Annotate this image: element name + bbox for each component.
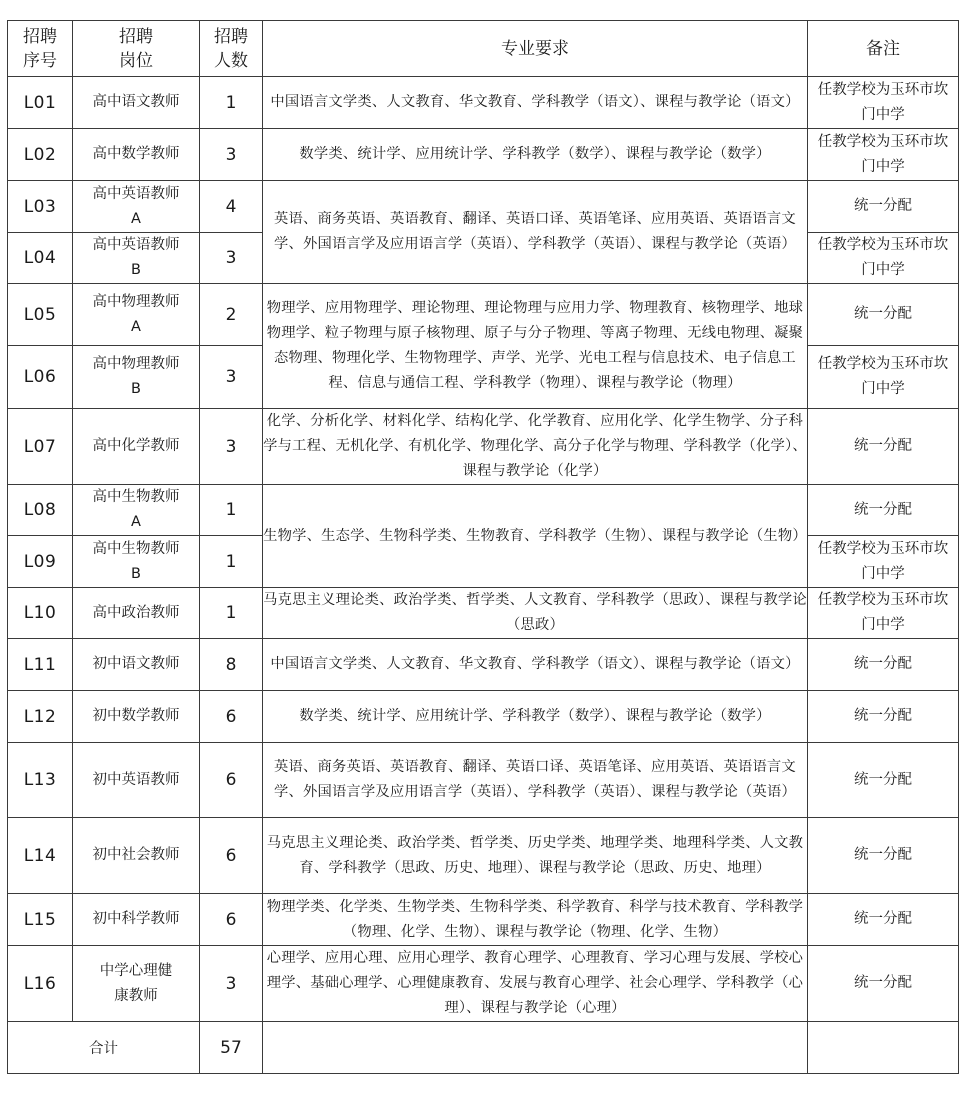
row-code: L01 [8, 77, 73, 129]
row-count: 6 [200, 743, 263, 818]
row-note: 统一分配 [808, 818, 959, 894]
row-major: 化学、分析化学、材料化学、结构化学、化学教育、应用化学、化学生物学、分子科学与工程、无机化学、有机化学、物理化学、高分子化学与物理、学科教学（化学）、课程与教学论（化学） [263, 409, 808, 485]
row-note: 统一分配 [808, 691, 959, 743]
row-count: 6 [200, 691, 263, 743]
row-code: L04 [8, 233, 73, 284]
header-row [8, 21, 959, 77]
total-count: 57 [200, 1022, 263, 1074]
row-post: 高中生物教师 A [73, 485, 200, 536]
row-post: 初中社会教师 [73, 818, 200, 894]
row-count: 3 [200, 233, 263, 284]
header-code: 招聘 序号 [8, 21, 73, 77]
row-major: 物理学、应用物理学、理论物理、理论物理与应用力学、物理教育、核物理学、地球物理学、粒子物理与原子核物理、原子与分子物理、等离子物理、无线电物理、凝聚态物理、物理化学、生物物理学、声学、光学、光电工程与信息技术、电子信息工程、信息与通信工程、学科教学（物理）、课程与教学论（物理） [263, 284, 808, 409]
row-note: 统一分配 [808, 894, 959, 946]
table-row [8, 894, 959, 946]
table-row [8, 639, 959, 691]
table-row [8, 284, 959, 346]
recruitment-table [7, 20, 959, 1074]
row-code: L12 [8, 691, 73, 743]
row-count: 1 [200, 536, 263, 588]
total-note [808, 1022, 959, 1074]
row-post: 初中语文教师 [73, 639, 200, 691]
row-note: 任教学校为玉环市坎门中学 [808, 129, 959, 181]
table-row [8, 409, 959, 485]
row-post: 高中化学教师 [73, 409, 200, 485]
row-count: 3 [200, 946, 263, 1022]
row-major: 数学类、统计学、应用统计学、学科教学（数学）、课程与教学论（数学） [263, 129, 808, 181]
row-post: 初中数学教师 [73, 691, 200, 743]
row-post: 高中政治教师 [73, 588, 200, 639]
row-note: 统一分配 [808, 743, 959, 818]
row-post: 高中数学教师 [73, 129, 200, 181]
row-major: 英语、商务英语、英语教育、翻译、英语口译、英语笔译、应用英语、英语语言文学、外国语言学及应用语言学（英语）、学科教学（英语）、课程与教学论（英语） [263, 181, 808, 284]
row-note: 任教学校为玉环市坎门中学 [808, 346, 959, 409]
row-count: 2 [200, 284, 263, 346]
row-post: 初中英语教师 [73, 743, 200, 818]
row-count: 1 [200, 485, 263, 536]
row-post: 高中物理教师 A [73, 284, 200, 346]
row-count: 6 [200, 894, 263, 946]
row-note: 统一分配 [808, 409, 959, 485]
header-note: 备注 [808, 21, 959, 77]
total-label: 合计 [8, 1022, 200, 1074]
row-note: 统一分配 [808, 485, 959, 536]
row-note: 任教学校为玉环市坎门中学 [808, 77, 959, 129]
row-post: 高中英语教师 A [73, 181, 200, 233]
row-count: 3 [200, 346, 263, 409]
row-count: 3 [200, 409, 263, 485]
header-count: 招聘 人数 [200, 21, 263, 77]
row-major: 英语、商务英语、英语教育、翻译、英语口译、英语笔译、应用英语、英语语言文学、外国语言学及应用语言学（英语）、学科教学（英语）、课程与教学论（英语） [263, 743, 808, 818]
row-code: L10 [8, 588, 73, 639]
table-row [8, 485, 959, 536]
row-count: 4 [200, 181, 263, 233]
row-major: 马克思主义理论类、政治学类、哲学类、人文教育、学科教学（思政）、课程与教学论（思政） [263, 588, 808, 639]
row-post: 高中生物教师 B [73, 536, 200, 588]
total-major [263, 1022, 808, 1074]
row-major: 物理学类、化学类、生物学类、生物科学类、科学教育、科学与技术教育、学科教学（物理、化学、生物）、课程与教学论（物理、化学、生物） [263, 894, 808, 946]
row-count: 3 [200, 129, 263, 181]
row-note: 统一分配 [808, 181, 959, 233]
row-code: L02 [8, 129, 73, 181]
row-major: 中国语言文学类、人文教育、华文教育、学科教学（语文）、课程与教学论（语文） [263, 77, 808, 129]
row-post: 中学心理健康教师 [73, 946, 200, 1022]
row-major: 心理学、应用心理、应用心理学、教育心理学、心理教育、学习心理与发展、学校心理学、基础心理学、心理健康教育、发展与教育心理学、社会心理学、学科教学（心理）、课程与教学论（心理） [263, 946, 808, 1022]
row-note: 任教学校为玉环市坎门中学 [808, 536, 959, 588]
row-code: L03 [8, 181, 73, 233]
table-row [8, 77, 959, 129]
row-post: 初中科学教师 [73, 894, 200, 946]
row-code: L06 [8, 346, 73, 409]
row-code: L13 [8, 743, 73, 818]
table-row [8, 129, 959, 181]
row-post: 高中物理教师 B [73, 346, 200, 409]
row-note: 任教学校为玉环市坎门中学 [808, 588, 959, 639]
row-code: L05 [8, 284, 73, 346]
row-count: 1 [200, 588, 263, 639]
row-code: L11 [8, 639, 73, 691]
table-row [8, 181, 959, 233]
row-note: 统一分配 [808, 946, 959, 1022]
row-note: 统一分配 [808, 639, 959, 691]
row-code: L14 [8, 818, 73, 894]
row-code: L09 [8, 536, 73, 588]
row-major: 生物学、生态学、生物科学类、生物教育、学科教学（生物）、课程与教学论（生物） [263, 485, 808, 588]
row-note: 统一分配 [808, 284, 959, 346]
row-code: L08 [8, 485, 73, 536]
total-row [8, 1022, 959, 1074]
row-major: 马克思主义理论类、政治学类、哲学类、历史学类、地理学类、地理科学类、人文教育、学科教学（思政、历史、地理）、课程与教学论（思政、历史、地理） [263, 818, 808, 894]
row-note: 任教学校为玉环市坎门中学 [808, 233, 959, 284]
row-count: 8 [200, 639, 263, 691]
row-count: 1 [200, 77, 263, 129]
row-major: 中国语言文学类、人文教育、华文教育、学科教学（语文）、课程与教学论（语文） [263, 639, 808, 691]
header-post: 招聘 岗位 [73, 21, 200, 77]
row-post: 高中英语教师 B [73, 233, 200, 284]
row-code: L16 [8, 946, 73, 1022]
row-count: 6 [200, 818, 263, 894]
table-row [8, 588, 959, 639]
row-major: 数学类、统计学、应用统计学、学科教学（数学）、课程与教学论（数学） [263, 691, 808, 743]
row-code: L15 [8, 894, 73, 946]
table-row [8, 946, 959, 1022]
header-major: 专业要求 [263, 21, 808, 77]
row-post: 高中语文教师 [73, 77, 200, 129]
table-row [8, 691, 959, 743]
table-row [8, 743, 959, 818]
row-code: L07 [8, 409, 73, 485]
table-row [8, 818, 959, 894]
